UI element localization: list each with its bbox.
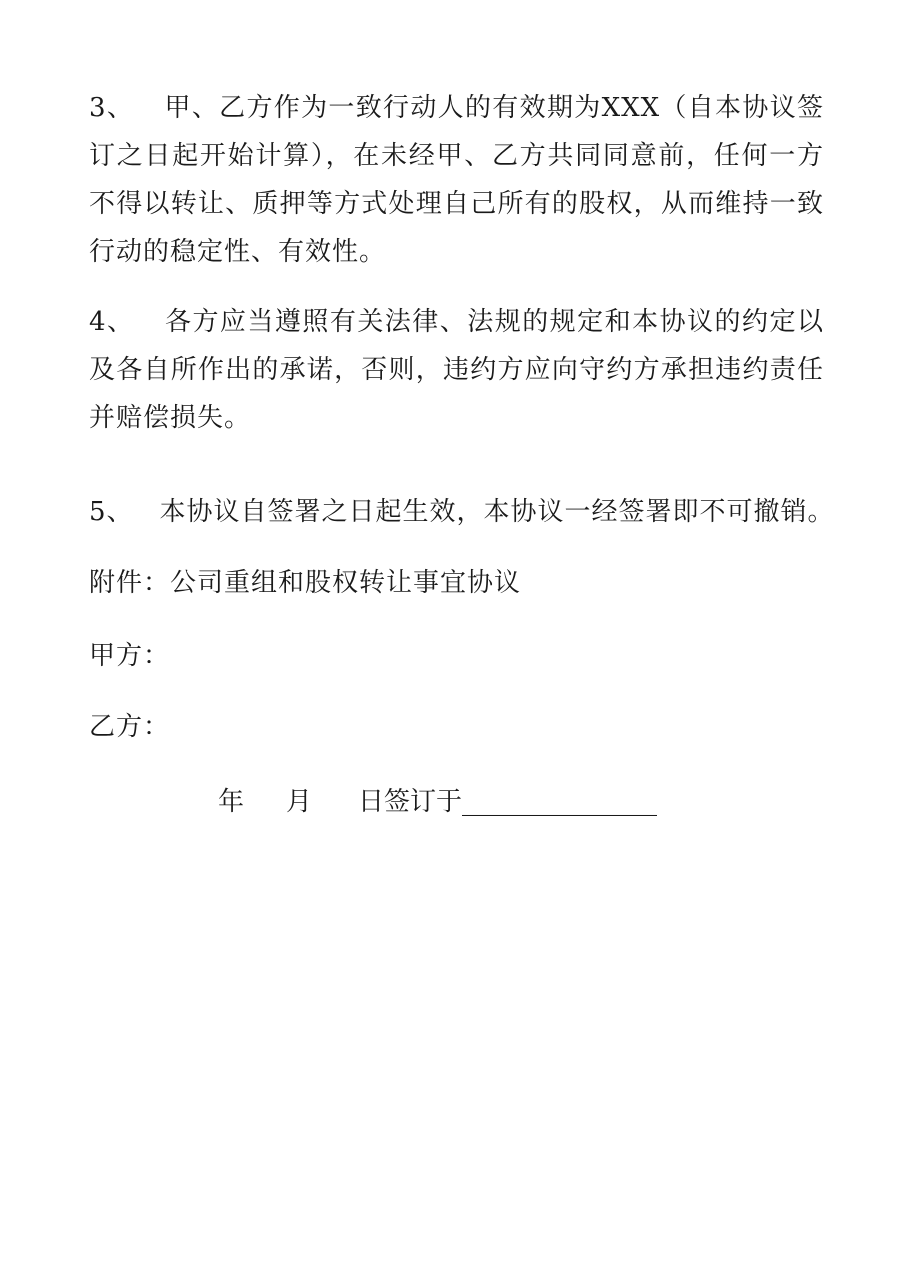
attachment-line: 附件：公司重组和股权转让事宜协议: [89, 568, 522, 598]
signing-date-line: [218, 778, 657, 826]
month-label: 月: [286, 787, 313, 817]
party-b-label: 乙方：: [89, 712, 171, 742]
clause-4: [89, 298, 824, 442]
clause-text: 甲、乙方作为一致行动人的有效期为XXX（自本协议签订之日起开始计算），在未经甲、乙方共同同意前，任何一方不得以转让、质押等方式处理自己所有的股权，从而维持一致行动的稳定性、有效性。: [89, 93, 825, 267]
clause-5: [89, 488, 835, 536]
clause-text: 各方应当遵照有关法律、法规的规定和本协议的约定以及各自所作出的承诺，否则，违约方应向守约方承担违约责任并赔偿损失。: [89, 307, 824, 433]
clause-number: 4、: [89, 307, 135, 337]
day-signed-label: 日签订于: [358, 787, 463, 817]
party-a-label: 甲方：: [89, 641, 171, 671]
location-blank: _______________: [462, 787, 658, 817]
clause-number: 3、: [89, 93, 135, 123]
clause-3: [89, 84, 824, 276]
year-label: 年: [218, 787, 245, 817]
clause-text: 本协议自签署之日起生效，本协议一经签署即不可撤销。: [159, 497, 835, 527]
clause-number: 5、: [89, 497, 134, 527]
